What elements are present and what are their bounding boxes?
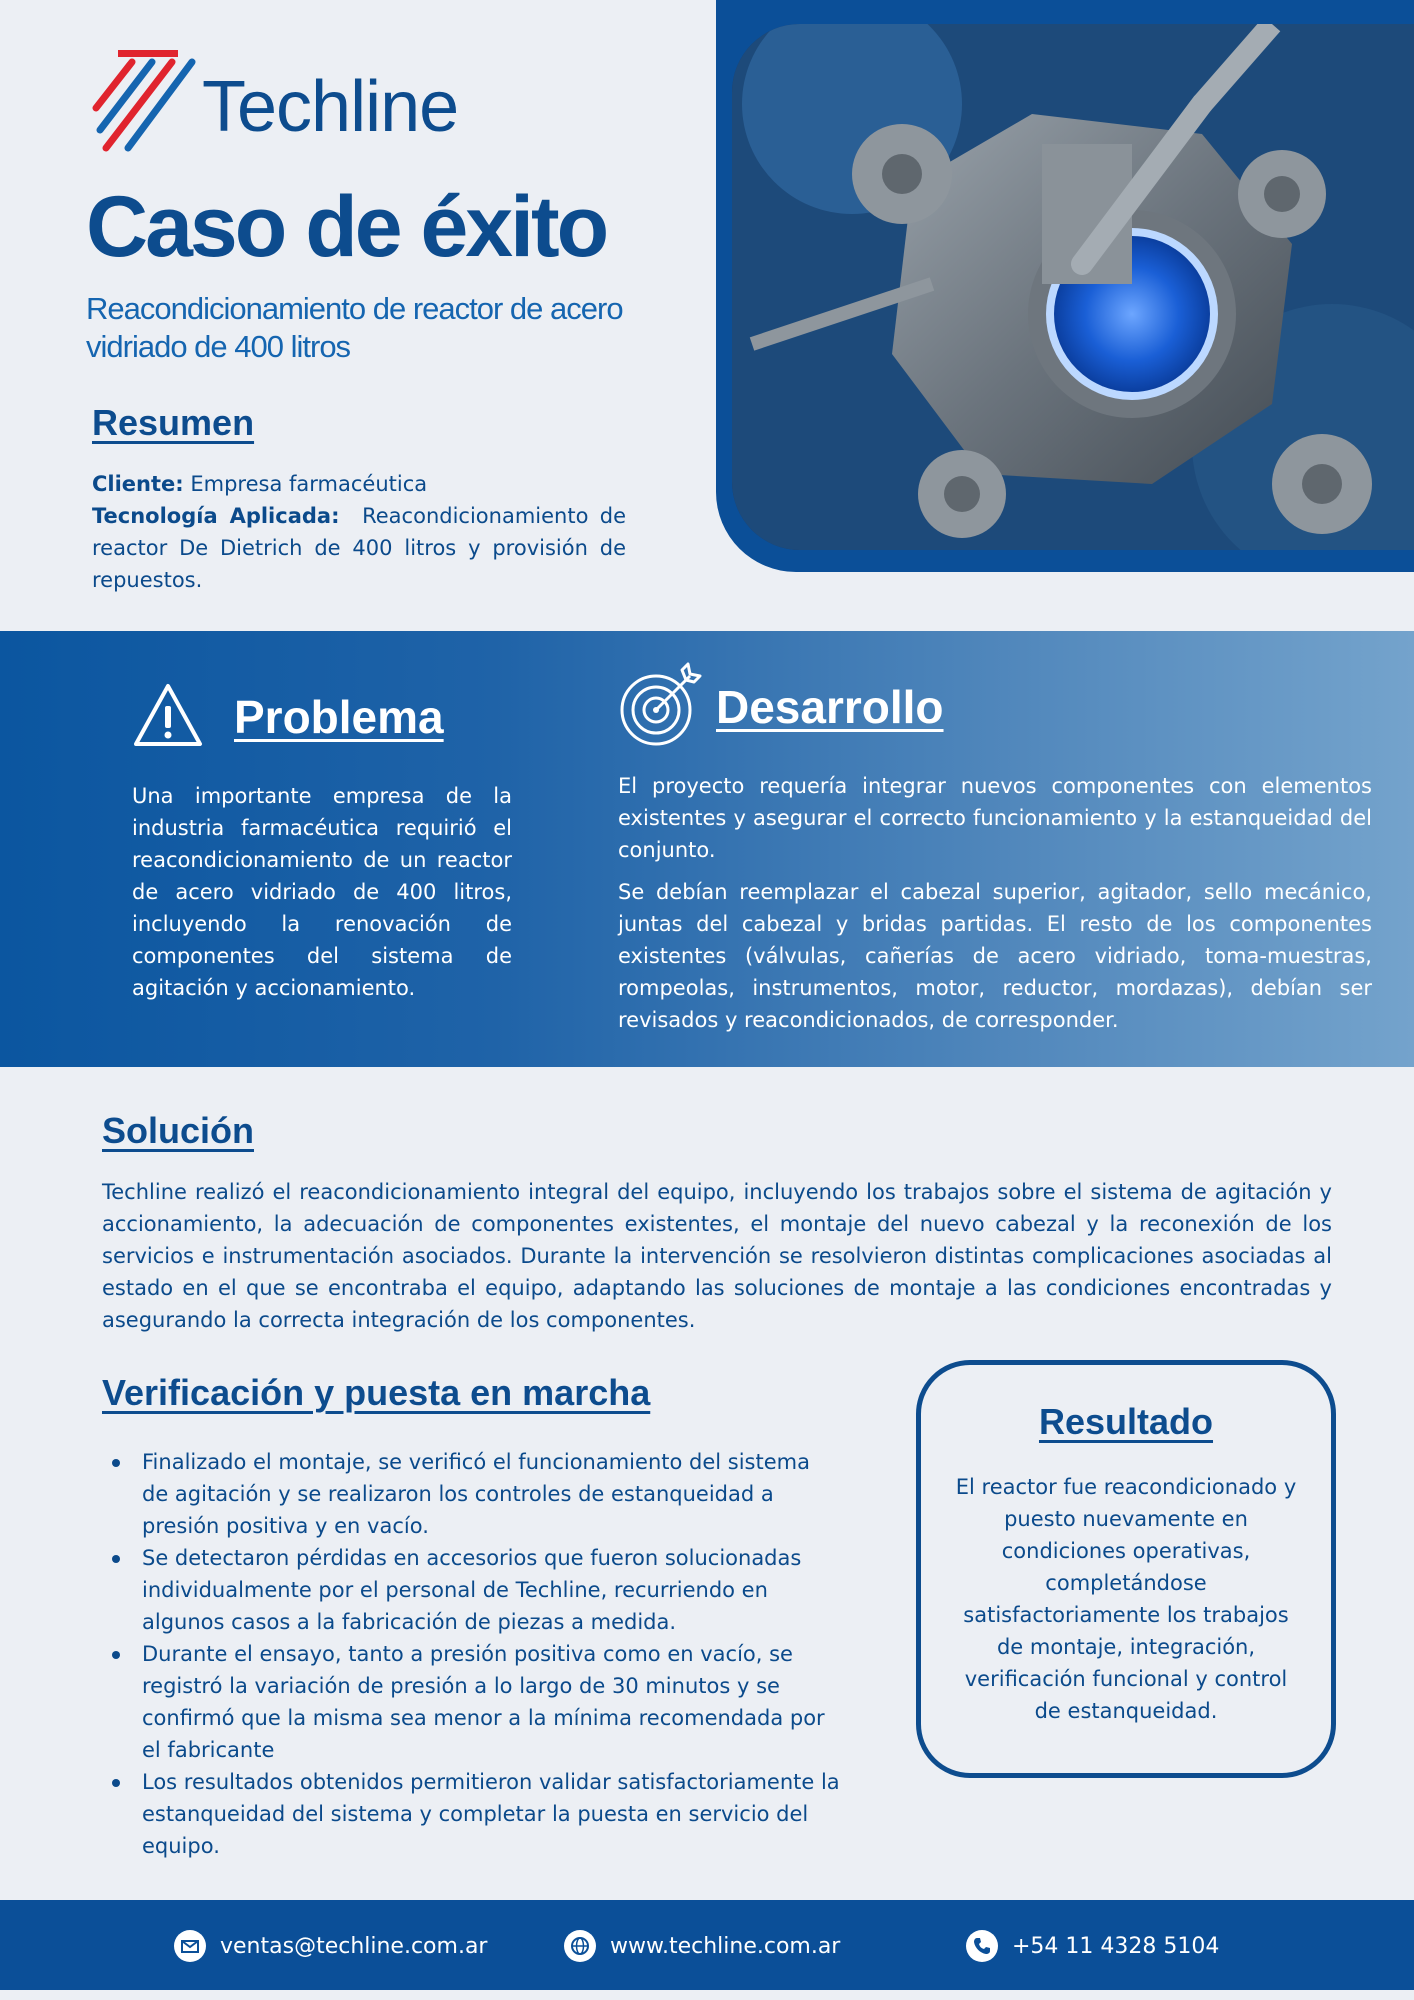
footer-website-text[interactable]: www.techline.com.ar (610, 1933, 841, 1959)
resultado-heading: Resultado (1038, 1401, 1214, 1442)
footer-email-text[interactable]: ventas@techline.com.ar (220, 1933, 488, 1959)
resultado-box (916, 1360, 1336, 1778)
solucion-heading: Solución (102, 1110, 254, 1151)
tech-line (92, 500, 626, 596)
resultado-body: El reactor fue reacondicionado y puesto nuevamente en condiciones operativas, completándose satisfactoriamente los trabajos de montaje, integración, verificación funcional y control de estanqueidad. (955, 1475, 1297, 1723)
resumen-heading: Resumen (92, 402, 255, 443)
solucion-body: Techline realizó el reacondicionamiento integral del equipo, incluyendo los trabajos sobre el sistema de agitación y accionamiento, la adecuación de componentes existentes, el montaje del nuevo cabezal y la reconexión de los servicios e instrumentación asociados. Durante la intervención se resolvieron distintas complicaciones asociadas al estado en el que se encontraba el equipo, adaptando las soluciones de montaje a las condiciones encontradas y asegurando la correcta integración de los componentes. (102, 1180, 1332, 1332)
footer (0, 1900, 1414, 1990)
warning-triangle-icon (132, 680, 204, 752)
footer-email[interactable] (174, 1930, 487, 1962)
phone-icon (966, 1930, 998, 1962)
envelope-icon (174, 1930, 206, 1962)
problema-body: Una importante empresa de la industria farmacéutica requirió el reacondicionamiento de un reactor de acero vidriado de 400 litros, incluyendo la renovación de componentes del sistema de agitación y accionamiento. (132, 784, 512, 1000)
client-label: Cliente: (92, 472, 184, 496)
footer-phone-text[interactable]: +54 11 4328 5104 (1012, 1933, 1220, 1959)
brand-name: Techline (202, 67, 459, 147)
list-item: Se detectaron pérdidas en accesorios que fueron solucionadas individualmente por el personal de Techline, recurriendo en algunos casos a la fabricación de piezas a medida. (110, 1542, 840, 1638)
desarrollo-paragraph: Se debían reemplazar el cabezal superior, agitador, sello mecánico, juntas del cabezal y bridas partidas. El resto de los componentes existentes (válvulas, cañerías de acero vidriado, toma-muestras, rompeolas, instrumentos, motor, reductor, mordazas), debían ser revisados y reacondicionados, de corresponder. (618, 880, 1372, 1032)
desarrollo-paragraph: El proyecto requería integrar nuevos componentes con elementos existentes y asegurar el correcto funcionamiento y la estanqueidad del conjunto. (618, 774, 1372, 862)
problema-heading: Problema (234, 691, 444, 743)
client-value: Empresa farmacéutica (190, 472, 428, 496)
list-item: Finalizado el montaje, se verificó el funcionamiento del sistema de agitación y se realizaron los controles de estanqueidad a presión positiva y en vacío. (110, 1446, 840, 1542)
reactor-photo-image (732, 24, 1414, 550)
reactor-photo (716, 0, 1414, 572)
globe-icon (564, 1930, 596, 1962)
list-item: Durante el ensayo, tanto a presión positiva como en vacío, se registró la variación de presión a lo largo de 30 minutos y se confirmó que la misma sea menor a la mínima recomendada por el fabricante (110, 1638, 840, 1766)
verificacion-list (110, 1446, 840, 1862)
resumen-body (92, 468, 626, 596)
target-arrow-icon (618, 660, 706, 748)
techline-logo-icon (92, 48, 202, 152)
desarrollo-heading: Desarrollo (716, 681, 944, 733)
verificacion-heading: Verificación y puesta en marcha (102, 1372, 651, 1413)
desarrollo-body (618, 770, 1372, 1046)
page-subtitle: Reacondicionamiento de reactor de acero vidriado de 400 litros (86, 291, 623, 364)
reactor-illustration (732, 24, 1414, 550)
tech-label: Tecnología Aplicada: (92, 504, 340, 528)
footer-phone[interactable] (966, 1930, 1219, 1962)
page-title: Caso de éxito (86, 179, 607, 275)
client-line (92, 468, 626, 500)
brand-logo (92, 48, 458, 152)
tech-value: Reacondicionamiento de reactor De Dietrich de 400 litros y provisión de repuestos. (92, 504, 626, 592)
list-item: Los resultados obtenidos permitieron validar satisfactoriamente la estanqueidad del sistema y completar la puesta en servicio del equipo. (110, 1766, 840, 1862)
footer-website[interactable] (564, 1930, 840, 1962)
